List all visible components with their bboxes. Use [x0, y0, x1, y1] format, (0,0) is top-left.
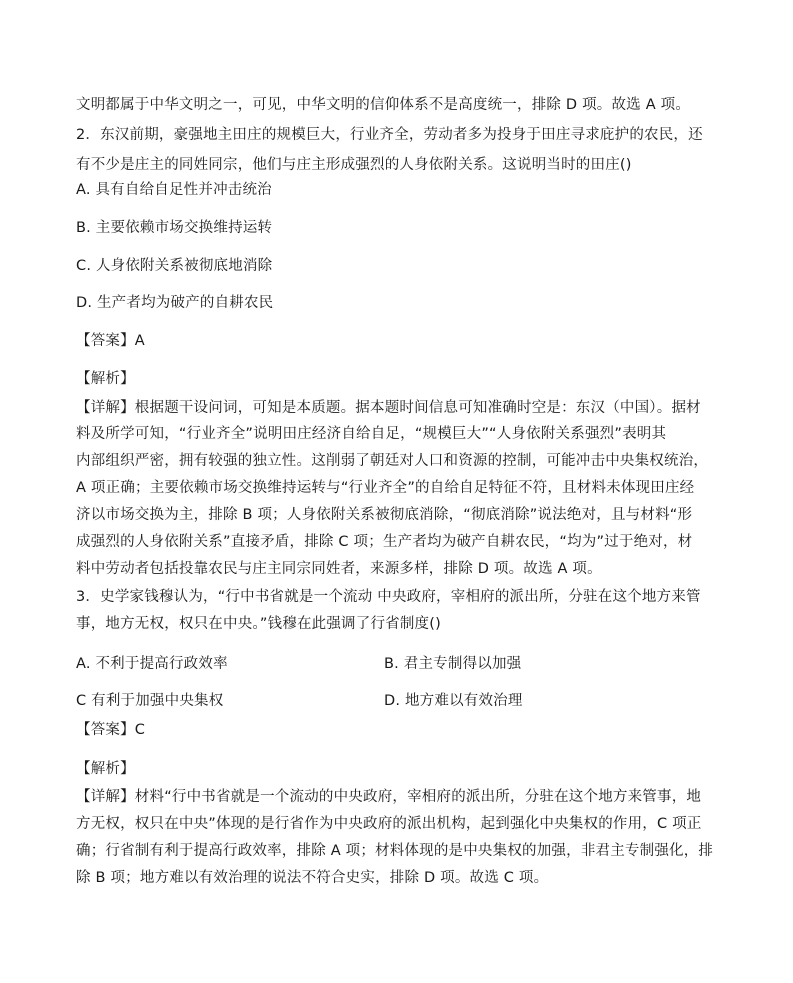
option-b: B. 主要依赖市场交换维持运转 — [76, 220, 273, 236]
question-2-line-2: 有不少是庄主的同姓同宗，他们与庄主形成强烈的人身依附关系。这说明当时的田庄() — [76, 157, 632, 173]
question-3-line-2: 事，地方无权，权只在中央。”钱穆在此强调了行省制度() — [76, 616, 441, 632]
analysis-label: 【解析】 — [76, 761, 135, 777]
explanation-line-6: 成强烈的人身依附关系”直接矛盾，排除 C 项；生产者均为破产自耕农民，“均为”过于绝对，材 — [76, 534, 693, 550]
paragraph-line: 文明都属于中华文明之一，可见，中华文明的信仰体系不是高度统一，排除 D 项。故选 A 项。 — [76, 97, 691, 113]
option-a: A. 不利于提高行政效率 — [76, 656, 228, 672]
explanation-line-2: 料及所学可知，“行业齐全”说明田庄经济自给自足，“规模巨大”“人身依附关系强烈”表明其 — [76, 426, 667, 442]
explanation-line-3: 确；行省制有利于提高行政效率，排除 A 项；材料体现的是中央集权的加强，非君主专制强化，排 — [76, 843, 714, 859]
option-a: A. 具有自给自足性并冲击统治 — [76, 182, 272, 198]
option-b: B. 君主专制得以加强 — [384, 656, 522, 672]
option-c: C 有利于加强中央集权 — [76, 693, 224, 709]
option-c: C. 人身依附关系被彻底地消除 — [76, 258, 273, 274]
question-2-line-1: 2．东汉前期，豪强地主田庄的规模巨大，行业齐全，劳动者多为投身于田庄寻求庇护的农民，还 — [76, 127, 703, 143]
explanation-line-1: 【详解】材料“行中书省就是一个流动的中央政府，宰相府的派出所，分驻在这个地方来管事，地 — [76, 789, 702, 805]
answer-label: 【答案】A — [76, 333, 145, 349]
explanation-line-7: 料中劳动者包括投靠农民与庄主同宗同姓者，来源多样，排除 D 项。故选 A 项。 — [76, 561, 602, 577]
question-3-line-1: 3．史学家钱穆认为，“行中书省就是一个流动 中央政府，宰相府的派出所，分驻在这个地方来管 — [76, 589, 701, 605]
explanation-line-1: 【详解】根据题干设问词，可知是本质题。据本题时间信息可知准确时空是：东汉（中国）。据材 — [76, 400, 701, 416]
analysis-label: 【解析】 — [76, 371, 135, 387]
explanation-line-2: 方无权，权只在中央”体现的是行省作为中央政府的派出机构，起到强化中央集权的作用，C 项正 — [76, 816, 702, 832]
option-d: D. 生产者均为破产的自耕农民 — [76, 295, 274, 311]
option-d: D. 地方难以有效治理 — [384, 693, 523, 709]
explanation-line-4: A 项正确；主要依赖市场交换维持运转与“行业齐全”的自给自足特征不符，且材料未体现田庄经 — [76, 480, 695, 496]
explanation-line-4: 除 B 项；地方难以有效治理的说法不符合史实，排除 D 项。故选 C 项。 — [76, 870, 549, 886]
explanation-line-3: 内部组织严密，拥有较强的独立性。这削弱了朝廷对人口和资源的控制，可能冲击中央集权统治， — [76, 453, 709, 469]
answer-label: 【答案】C — [76, 722, 146, 738]
explanation-line-5: 济以市场交换为主，排除 B 项；人身依附关系被彻底消除，“彻底消除”说法绝对，且与材料“形 — [76, 507, 693, 523]
